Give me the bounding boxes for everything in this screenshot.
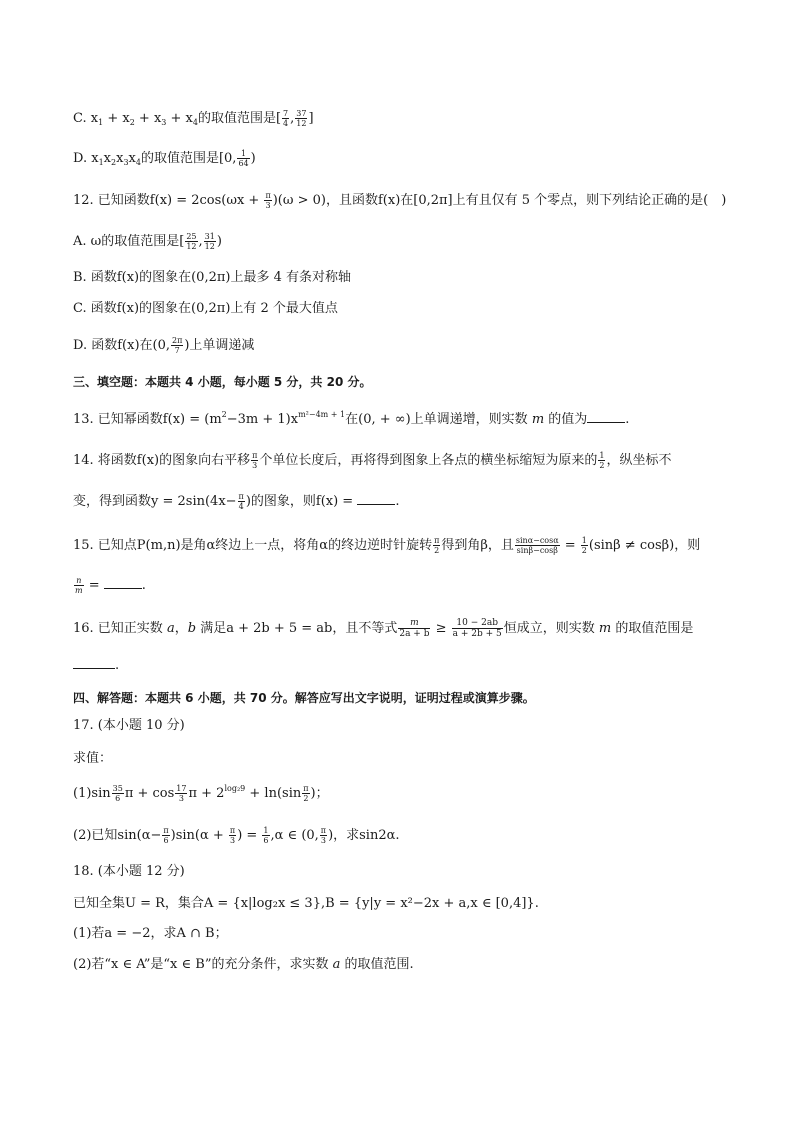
option-12d: D. 函数f(x)在(0, $\frac{2\pi}{7}$ )上单调递减 xyxy=(73,336,255,355)
question-18-part1: (1)若a = −2，求A ∩ B； xyxy=(73,926,228,941)
option-11d: D. $x_1x_2x_3x_4$的取值范围是[0, $\frac{1}{64}$ ) xyxy=(73,149,256,168)
question-13: 13. 已知幂函数$f(x) = (m^2-3m + 1)x^{m^2-4m + 1}$在(0, + ∞)上单调递增，则实数 m 的值为 . xyxy=(73,410,630,427)
question-16: 16. 已知正实数 a，b 满足a + 2b + 5 = ab，且不等式 $\frac{m}{2a + b}$ ≥ $\frac{10 - 2ab}{a + 2b + 5}$ 恒成立，则实数 m 的取值范围是 xyxy=(73,618,694,639)
option-12b: B. 函数f(x)的图象在(0,2π)上最多 4 有条对称轴 xyxy=(73,270,352,285)
question-16-blank-line: . xyxy=(73,656,119,676)
question-17-prompt: 求值： xyxy=(73,751,113,766)
question-14-line1: 14. 将函数f(x)的图象向右平移 $\frac{\pi}{3}$ 个单位长度后，再将得到图象上各点的横坐标缩短为原来的 $\frac{1}{2}$ ，纵坐标不 xyxy=(73,451,672,470)
question-18-heading: 18. (本小题 12 分) xyxy=(73,864,185,879)
answer-blank xyxy=(587,410,625,423)
question-18-part2: (2)若“x ∈ A”是“x ∈ B”的充分条件，求实数 a 的取值范围. xyxy=(73,957,414,972)
section-3-heading: 三、填空题：本题共 4 小题，每小题 5 分，共 20 分。 xyxy=(73,375,372,389)
option-12a: A. ω的取值范围是[ $\frac{25}{12}$ , $\frac{31}{12}$ ) xyxy=(73,232,222,251)
question-15-line1: 15. 已知点P(m,n)是角α终边上一点，将角α的终边逆时针旋转 $\frac{\pi}{2}$ 得到角β，且 $\frac{\sin\alpha-\cos\alpha}{\sin\beta-\cos\beta}$ = $\frac{1}{2}$ (sinβ ≠ cosβ)，则 xyxy=(73,536,701,555)
answer-blank xyxy=(357,492,395,505)
option-12c: C. 函数f(x)的图象在(0,2π)上有 2 个最大值点 xyxy=(73,301,338,316)
answer-blank xyxy=(73,656,115,669)
question-14-line2: 变，得到函数y = 2sin(4x− $\frac{\pi}{4}$ )的图象，则f(x) = . xyxy=(73,492,400,511)
option-11c: C. $x_1 + x_2 + x_3 + x_4$的取值范围是[ $\frac{7}{4}$ , $\frac{37}{12}$ ] xyxy=(73,109,314,128)
answer-blank xyxy=(104,576,142,589)
section-4-heading: 四、解答题：本题共 6 小题，共 70 分。解答应写出文字说明，证明过程或演算步骤。 xyxy=(73,691,535,705)
question-17-part1: (1)sin $\frac{35}{6}$ π + cos $\frac{17}{3}$ $\pi + 2^{log_29} + \ln(\sin$ $\frac{\pi}{2}$ )； xyxy=(73,784,329,803)
question-15-line2: $\frac{n}{m}$ = . xyxy=(75,576,146,595)
question-18-text: 已知全集U = R，集合A = {x|log₂x ≤ 3},B = {y|y = x²−2x + a,x ∈ [0,4]}. xyxy=(73,896,539,911)
question-17-part2: (2)已知sin(α− $\frac{\pi}{6}$ )sin(α + $\frac{\pi}{3}$ ) = $\frac{1}{6}$ ,α ∈ (0, $\frac{\pi}{3}$ )，求sin2α. xyxy=(73,826,400,845)
question-12: 12. 已知函数f(x) = 2cos(ωx + $\frac{\pi}{3}$ )(ω > 0)，且函数f(x)在[0,2π]上有且仅有 5 个零点，则下列结论正确的是( ) xyxy=(73,191,727,210)
question-17-heading: 17. (本小题 10 分) xyxy=(73,718,185,733)
